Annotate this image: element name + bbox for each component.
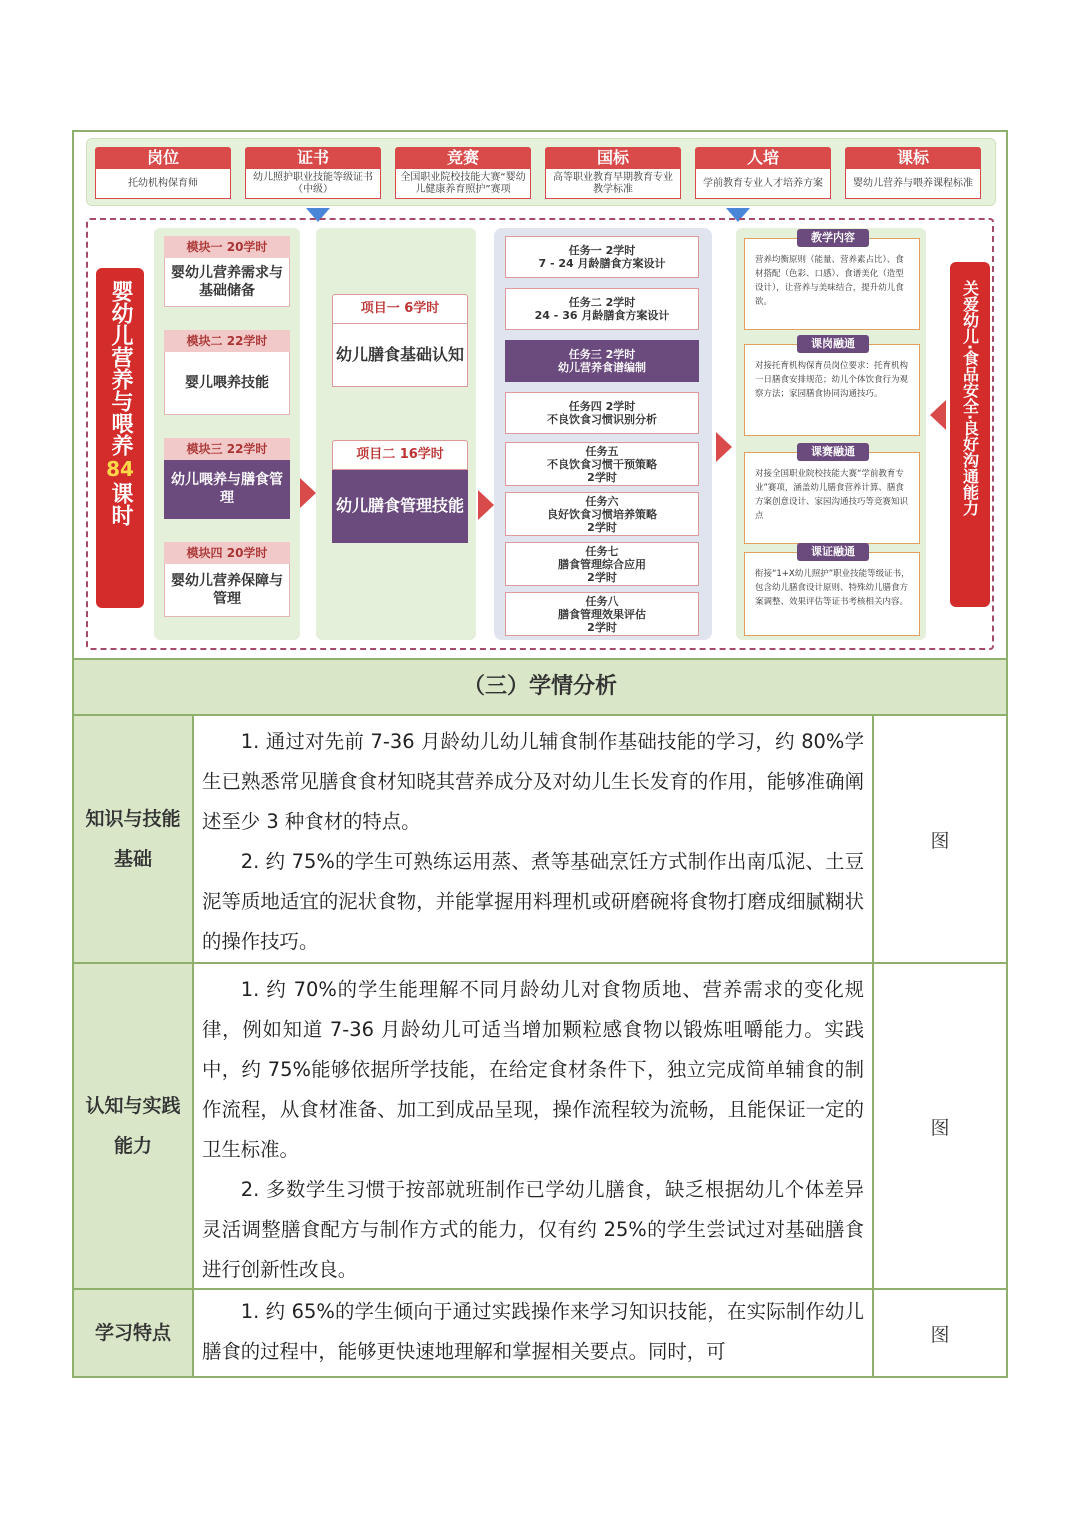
task-desc: 膳食管理综合应用	[558, 557, 646, 571]
top-card-body: 幼儿照护职业技能等级证书（中级）	[245, 169, 381, 199]
right-arrow-icon	[478, 490, 494, 520]
module-header: 模块一 20学时	[164, 236, 290, 258]
info-box-teaching-content	[744, 231, 920, 330]
row-label	[74, 1290, 194, 1376]
top-card-certificate	[245, 147, 381, 201]
info-box-title: 教学内容	[797, 229, 869, 247]
right-banner	[950, 262, 990, 607]
task-title: 任务五	[585, 444, 619, 458]
top-card-competition	[395, 147, 531, 201]
row-label-text: 知识与技能基础	[85, 808, 181, 870]
task-7	[505, 542, 699, 586]
task-5	[505, 442, 699, 486]
module-body: 婴幼儿营养需求与基础储备	[164, 258, 290, 307]
row-content	[194, 964, 874, 1288]
row-figure-cell: 图	[930, 829, 950, 852]
info-box-course-post	[744, 337, 920, 436]
left-banner-unit: 课时	[108, 482, 133, 526]
top-card-title: 课标	[845, 147, 981, 169]
project-column	[316, 228, 476, 640]
task-1	[505, 236, 699, 278]
module-4	[164, 542, 290, 617]
top-card-title: 人培	[695, 147, 831, 169]
task-desc: 良好饮食习惯培养策略	[547, 507, 657, 521]
module-2	[164, 330, 290, 415]
task-8	[505, 592, 699, 636]
task-hours: 2学时	[587, 470, 617, 484]
task-title: 任务七	[585, 544, 619, 558]
project-1	[332, 294, 468, 387]
left-arrow-icon	[930, 400, 946, 430]
info-box-title: 课岗融通	[797, 335, 869, 353]
table-row	[74, 716, 1006, 964]
module-header: 模块三 22学时	[164, 438, 290, 460]
task-title: 任务三 2学时	[568, 348, 636, 361]
task-desc: 幼儿营养食谱编制	[558, 361, 646, 374]
top-card-national-standard	[545, 147, 681, 201]
task-desc: 膳食管理效果评估	[558, 607, 646, 621]
task-hours: 2学时	[587, 570, 617, 584]
row-figure-cell: 图	[930, 1116, 950, 1139]
row-paragraph: 2. 多数学生习惯于按部就班制作已学幼儿膳食，缺乏根据幼儿个体差异灵活调整膳食配方与制作方式的能力，仅有约 25%的学生尝试过对基础膳食进行创新性改良。	[202, 1178, 864, 1281]
task-desc: 不良饮食习惯干预策略	[547, 457, 657, 471]
module-body: 婴儿喂养技能	[164, 352, 290, 415]
curriculum-diagram	[74, 132, 1006, 658]
row-paragraph: 1. 约 70%的学生能理解不同月龄幼儿对食物质地、营养需求的变化规律，例如知道 7-36 月龄幼儿可适当增加颗粒感食物以锻炼咀嚼能力。实践中，约 75%能够依据所学技能，在给定食材条件下，独立完成简单辅食的制作流程，从食材准备、加工到成品呈现，操作流程较为流畅，且能保证一定的卫生标准。	[202, 978, 864, 1161]
section-title: （三）学情分析	[74, 658, 1006, 716]
info-box-body: 衔接“1+X幼儿照护”职业技能等级证书，包含幼儿膳食设计原则、特殊幼儿膳食方案调整、效果评估等证书考核相关内容。	[755, 569, 910, 607]
top-card-training-plan	[695, 147, 831, 201]
info-box-body: 对接托育机构保育员岗位要求：托育机构一日膳食安排规范；幼儿个体饮食行为观察方法；家园膳食协同沟通技巧。	[755, 361, 909, 399]
row-label-text: 认知与实践能力	[85, 1095, 181, 1157]
top-card-body: 学前教育专业人才培养方案	[695, 169, 831, 199]
info-box-course-certificate	[744, 545, 920, 636]
top-card-course-standard	[845, 147, 981, 201]
task-desc: 24 - 36 月龄膳食方案设计	[534, 309, 670, 322]
info-box-title: 课证融通	[797, 543, 869, 561]
top-card-title: 国标	[545, 147, 681, 169]
task-hours: 2学时	[587, 620, 617, 634]
info-box-body: 对接全国职业院校技能大赛“学前教育专业”赛项，涵盖幼儿膳食营养计算、膳食方案创意设计、家园沟通技巧等竞赛知识点	[755, 469, 909, 521]
module-body: 幼儿喂养与膳食管理	[164, 460, 290, 519]
info-box-course-competition	[744, 445, 920, 544]
task-6	[505, 492, 699, 536]
row-paragraph: 1. 通过对先前 7-36 月龄幼儿幼儿辅食制作基础技能的学习，约 80%学生已熟悉常见膳食食材知晓其营养成分及对幼儿生长发育的作用，能够准确阐述至少 3 种食材的特点。	[202, 730, 864, 833]
row-label	[74, 964, 194, 1288]
right-arrow-icon	[300, 478, 316, 508]
task-title: 任务四 2学时	[568, 400, 636, 413]
project-header: 项目一 6学时	[332, 294, 468, 324]
top-card-title: 岗位	[95, 147, 231, 169]
top-card-body: 托幼机构保育师	[95, 169, 231, 199]
right-banner-text: 关爱幼儿·食品安全·良好沟通能力	[960, 280, 980, 517]
info-box-body: 营养均衡原则（能量、营养素占比）、食材搭配（色彩、口感）、食谱美化（造型设计），让营养与美味结合，提升幼儿食欲。	[755, 255, 904, 307]
top-row	[86, 138, 996, 206]
row-content	[194, 1290, 874, 1376]
top-card-body: 全国职业院校技能大赛“婴幼儿健康养育照护”赛项	[395, 169, 531, 199]
task-3	[505, 340, 699, 382]
task-title: 任务二 2学时	[568, 296, 636, 309]
task-desc: 7 - 24 月龄膳食方案设计	[538, 257, 666, 270]
table-row	[74, 1290, 1006, 1378]
project-body: 幼儿膳食管理技能	[332, 470, 468, 543]
row-paragraph: 2. 约 75%的学生可熟练运用蒸、煮等基础烹饪方式制作出南瓜泥、土豆泥等质地适宜的泥状食物，并能掌握用料理机或研磨碗将食物打磨成细腻糊状的操作技巧。	[202, 850, 864, 953]
project-2	[332, 440, 468, 543]
row-figure-cell: 图	[930, 1323, 950, 1346]
row-paragraph: 1. 约 65%的学生倾向于通过实践操作来学习知识技能，在实际制作幼儿膳食的过程中，能够更快速地理解和掌握相关要点。同时，可	[202, 1300, 864, 1363]
left-banner-hours: 84	[106, 457, 134, 481]
top-card-body: 高等职业教育早期教育专业教学标准	[545, 169, 681, 199]
info-box-title: 课赛融通	[797, 443, 869, 461]
module-header: 模块二 22学时	[164, 330, 290, 352]
task-title: 任务一 2学时	[568, 244, 636, 257]
task-hours: 2学时	[587, 520, 617, 534]
task-2	[505, 288, 699, 330]
top-card-body: 婴幼儿营养与喂养课程标准	[845, 169, 981, 199]
top-card-title: 竞赛	[395, 147, 531, 169]
module-1	[164, 236, 290, 307]
right-arrow-icon	[716, 432, 732, 462]
table-row	[74, 964, 1006, 1290]
row-content	[194, 716, 874, 962]
left-banner	[96, 268, 144, 608]
left-banner-text: 婴幼儿营养与喂养	[108, 280, 133, 456]
project-header: 项目二 16学时	[332, 440, 468, 470]
task-desc: 不良饮食习惯识别分析	[547, 413, 657, 426]
module-header: 模块四 20学时	[164, 542, 290, 564]
top-card-post	[95, 147, 231, 201]
row-label	[74, 716, 194, 962]
task-4	[505, 392, 699, 434]
module-body: 婴幼儿营养保障与管理	[164, 564, 290, 617]
row-label-text: 学习特点	[94, 1322, 171, 1344]
task-title: 任务六	[585, 494, 619, 508]
task-title: 任务八	[585, 594, 619, 608]
top-card-title: 证书	[245, 147, 381, 169]
project-body: 幼儿膳食基础认知	[332, 324, 468, 387]
module-3	[164, 438, 290, 519]
